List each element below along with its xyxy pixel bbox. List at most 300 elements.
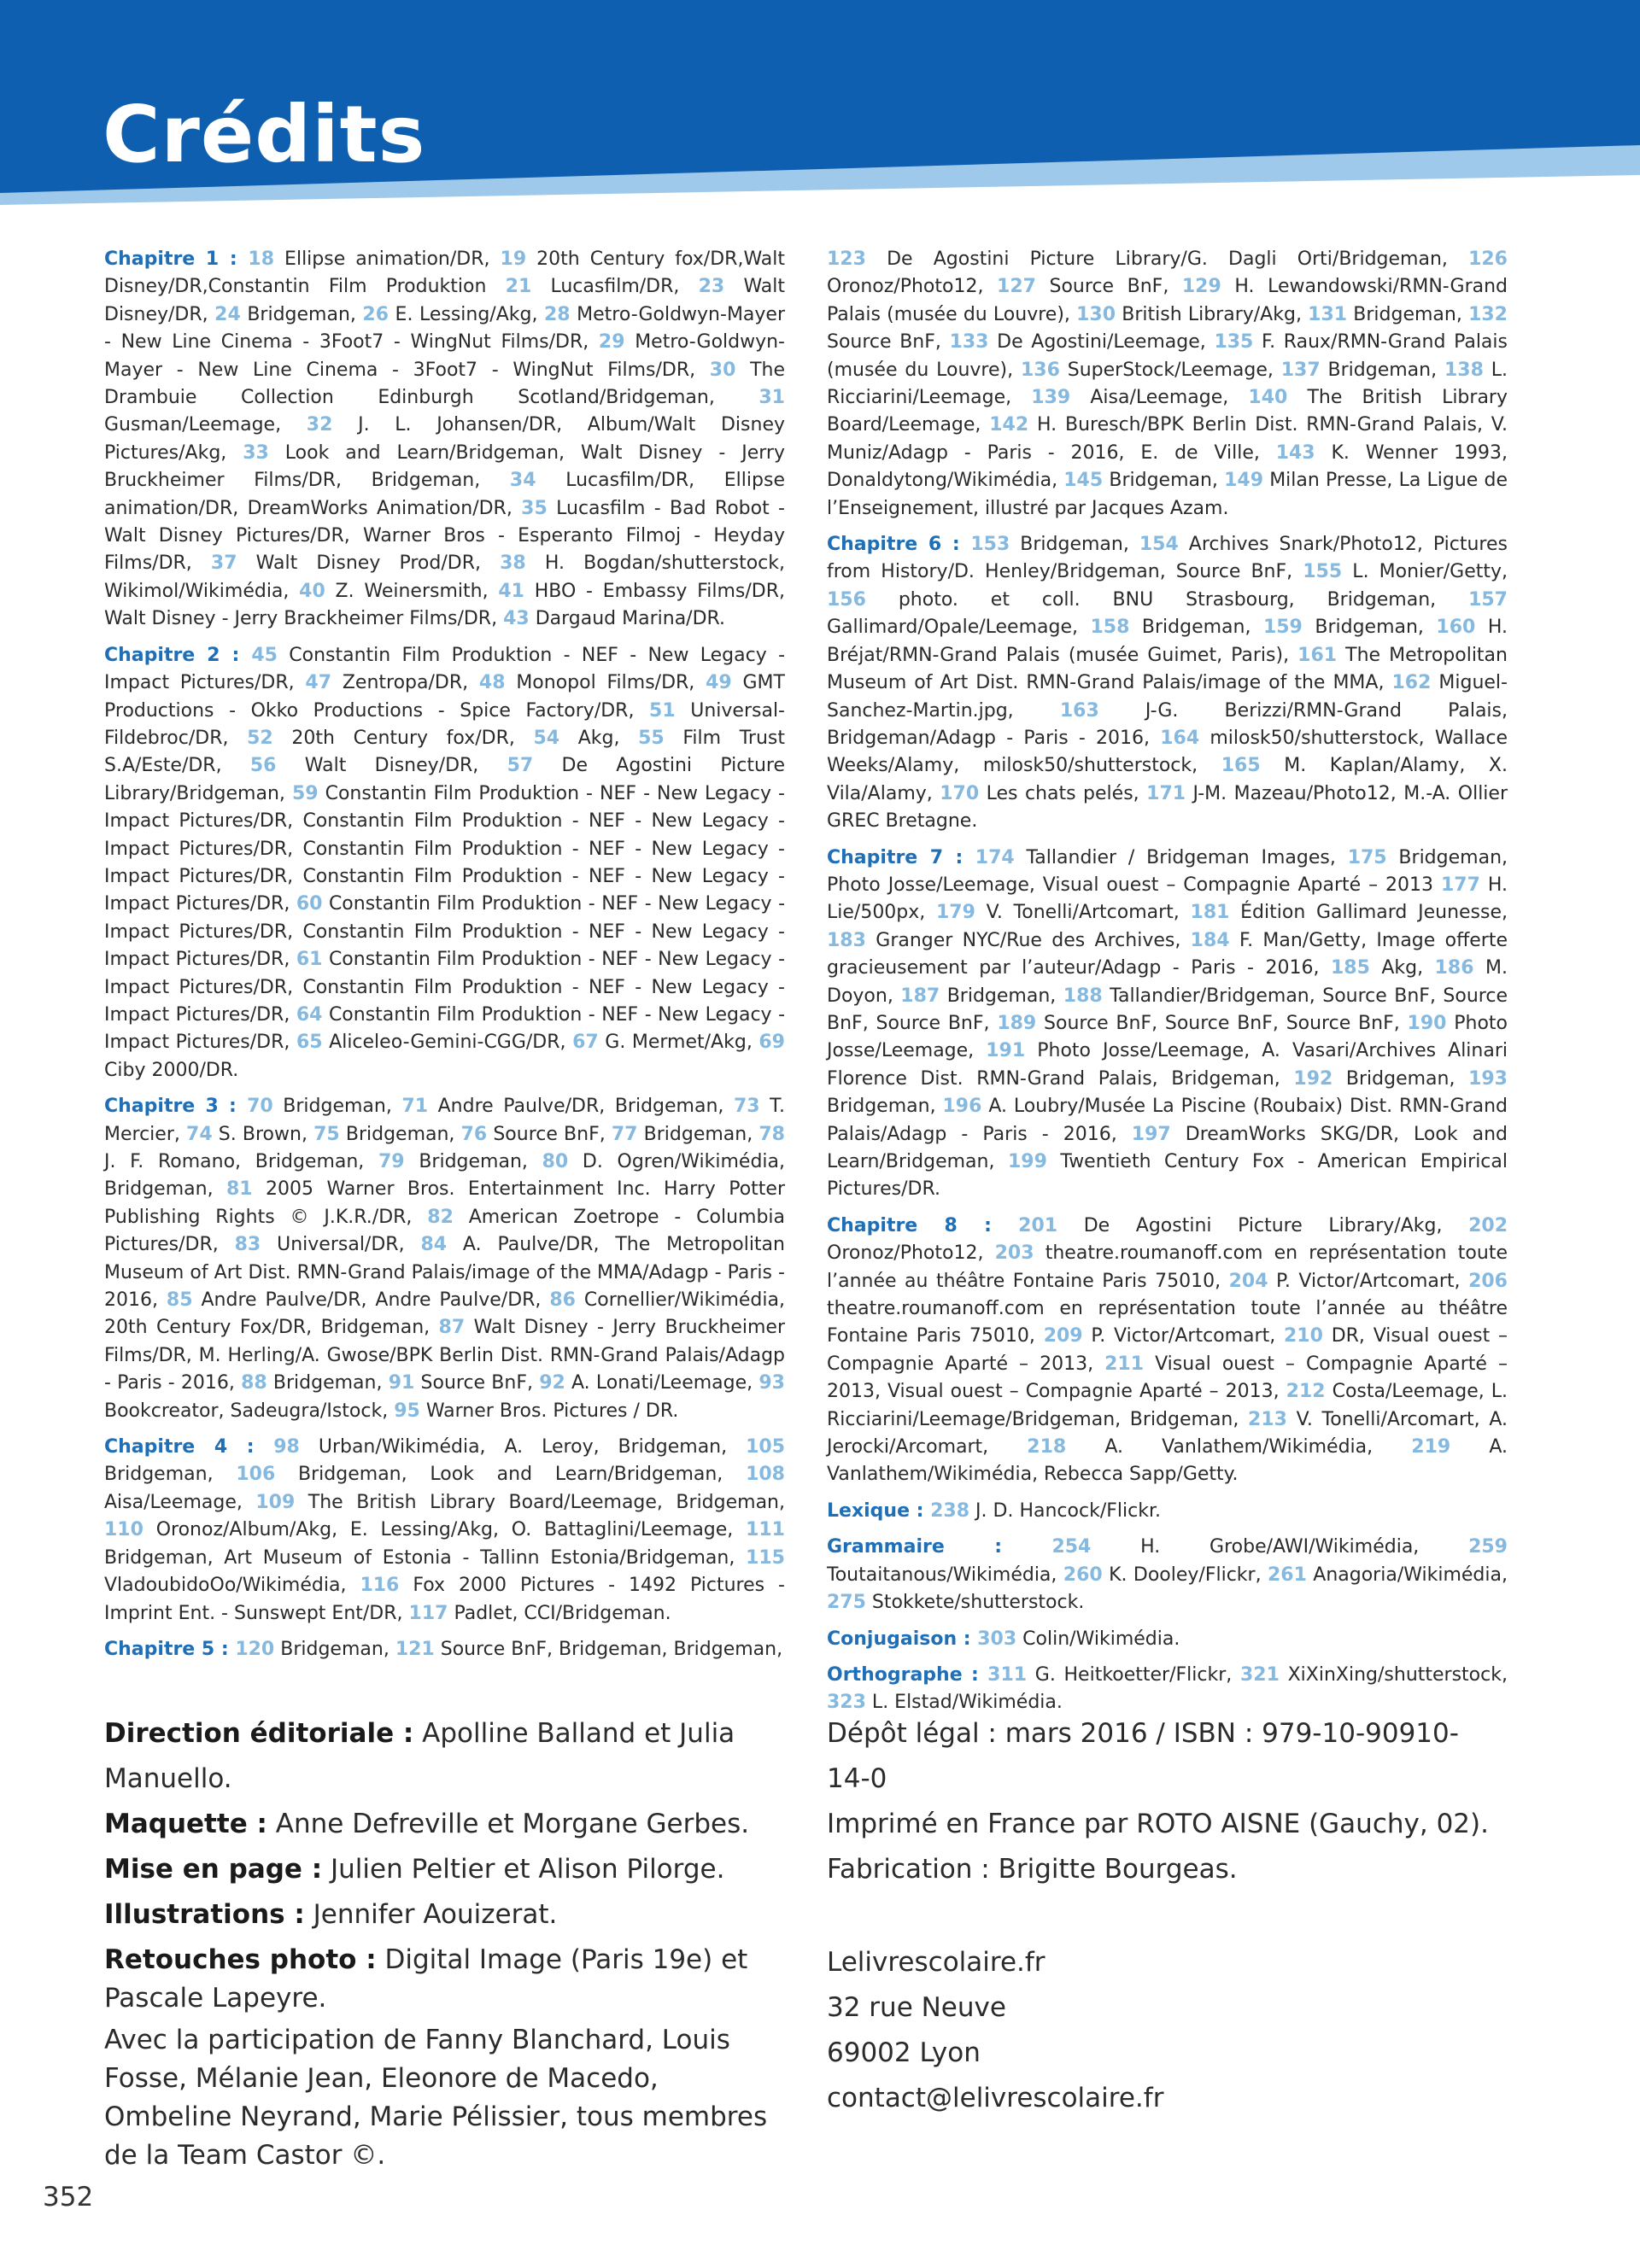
page-ref-number: 135 xyxy=(1214,331,1254,354)
page-ref-number: 67 xyxy=(572,1032,599,1054)
credit-text: Walt Disney Prod/DR, xyxy=(237,552,501,575)
credit-text: Bookcreator, Sadeugra/Istock, xyxy=(104,1400,395,1422)
page-ref-number: 30 xyxy=(709,359,736,381)
credit-text: Bridgeman, xyxy=(339,1123,461,1145)
page-ref-number: 155 xyxy=(1303,561,1343,583)
credit-text: Milan Presse, La Ligue de l’Enseignement, illustré par Jacques Azam. xyxy=(827,470,1508,519)
page-ref-number: 196 xyxy=(942,1096,982,1118)
credit-text: Édition Gallimard Jeunesse, xyxy=(1229,902,1508,924)
credit-text: The British Library Board/Leemage, Bridgeman, xyxy=(295,1491,785,1513)
page-ref-number: 259 xyxy=(1468,1536,1508,1558)
fabrication-line: Fabrication : Brigitte Bourgeas. xyxy=(827,1854,1238,1885)
credit-text: Bridgeman, xyxy=(1320,359,1444,381)
credit-text: Bridgeman, xyxy=(1103,470,1225,492)
page-ref-number: 57 xyxy=(507,755,534,777)
page-ref-number: 323 xyxy=(827,1692,866,1714)
city-address: 69002 Lyon xyxy=(827,2037,981,2068)
credit-text: 2005 Warner Bros. Entertainment Inc. Harry Potter Publishing Rights © J.K.R./DR, xyxy=(104,1178,785,1228)
credit-paragraph xyxy=(827,1213,1508,1489)
chapter-label: Chapitre 5 : xyxy=(104,1638,236,1660)
page-ref-number: 79 xyxy=(378,1151,405,1172)
page-ref-number: 55 xyxy=(638,727,665,749)
page-ref-number: 121 xyxy=(395,1638,435,1660)
page-ref-number: 29 xyxy=(598,331,625,354)
page-ref-number: 106 xyxy=(236,1464,276,1486)
page-ref-number: 91 xyxy=(388,1372,415,1394)
page-ref-number: 85 xyxy=(166,1289,193,1312)
page-ref-number: 311 xyxy=(987,1663,1028,1686)
credit-text: American Zoetrope - Columbia Pictures/DR, xyxy=(104,1206,785,1256)
credit-text: K. Dooley/Flickr, xyxy=(1102,1564,1268,1586)
credit-text: Twentieth Century Fox - American Empirical Pictures/DR. xyxy=(827,1151,1508,1201)
page-ref-number: 131 xyxy=(1308,303,1348,325)
page-ref-number: 92 xyxy=(539,1372,565,1394)
page-ref-number: 117 xyxy=(408,1602,448,1624)
credit-text: theatre.roumanoff.com en représentation toute l’année au théâtre Fontaine Paris 75010, xyxy=(827,1242,1508,1292)
credit-text: The Drambuie Collection Edinburgh Scotland/Bridgeman, xyxy=(104,359,785,409)
credit-text: H. Bogdan/shutterstock, Wikimol/Wikimédia, xyxy=(104,552,785,602)
credit-text: Source BnF, xyxy=(1035,276,1182,298)
credit-text: Source BnF, Bridgeman, Bridgeman, xyxy=(434,1638,783,1660)
page-ref-number: 28 xyxy=(544,303,571,325)
credit-text: Bridgeman, xyxy=(1302,617,1437,639)
page-ref-number: 77 xyxy=(611,1123,638,1145)
credit-text: H. Grobe/AWI/Wikimédia, xyxy=(1091,1536,1469,1558)
page-ref-number: 126 xyxy=(1468,248,1508,270)
page-ref-number: 31 xyxy=(758,387,785,409)
staff-block xyxy=(104,1711,779,2178)
credit-text: Urban/Wikimédia, A. Leroy, Bridgeman, xyxy=(299,1436,747,1458)
credit-text: J. F. Romano, Bridgeman, xyxy=(104,1151,378,1172)
credit-text: Archives Snark/Photo12, Pictures from History/D. Henley/Bridgeman, Source BnF, xyxy=(827,534,1508,583)
credit-text: Bridgeman, xyxy=(240,303,363,325)
credit-text: Walt Disney - Jerry Bruckheimer Films/DR, M. Herling/A. Gwose/BPK Berlin Dist. RMN-Grand Palais/Adagp - Paris - 2016, xyxy=(104,1317,785,1394)
credit-text: Constantin Film Produktion - NEF - New Legacy - Impact Pictures/DR, Constantin Film Produktion - NEF - New Legacy - Impact Pictures/DR, Constantin Film Produktion - NEF - New Legacy - Impact Pictures/DR, Constantin Film Produktion - NEF - New Legacy - Impact Pictures/DR, xyxy=(104,782,785,915)
credit-text: H. Buresch/BPK Berlin Dist. RMN-Grand Palais, V. Muniz/Adagp - Paris - 2016, E. de Ville, xyxy=(827,414,1508,464)
page-ref-number: 186 xyxy=(1434,957,1474,979)
page-ref-number: 93 xyxy=(758,1372,785,1394)
depot-legal: Dépôt légal : mars 2016 / ISBN : 979-10-90910-14-0 xyxy=(827,1718,1459,1794)
credit-text: De Agostini/Leemage, xyxy=(988,331,1215,354)
page-ref-number: 199 xyxy=(1007,1151,1047,1172)
page-ref-number: 43 xyxy=(503,608,530,630)
page-ref-number: 238 xyxy=(930,1499,970,1522)
page-ref-number: 191 xyxy=(986,1040,1026,1062)
credit-text: Bridgeman, xyxy=(1347,303,1469,325)
page-ref-number: 21 xyxy=(505,276,532,298)
chapter-label: Orthographe : xyxy=(827,1663,988,1686)
page-ref-number: 98 xyxy=(273,1436,300,1458)
credit-text: Akg, xyxy=(1369,957,1435,979)
credit-text: L. Monier/Getty, xyxy=(1342,561,1508,583)
credit-text: Aisa/Leemage, xyxy=(104,1491,256,1513)
credit-text: DreamWorks SKG/DR, Look and Learn/Bridgeman, xyxy=(827,1123,1508,1172)
page-ref-number: 174 xyxy=(975,846,1015,868)
credit-text: The Metropolitan Museum of Art Dist. RMN-Grand Palais/image of the MMA, xyxy=(827,644,1508,694)
credit-text: Warner Bros. Pictures / DR. xyxy=(419,1400,679,1422)
mise-en-page-label: Mise en page : xyxy=(104,1854,323,1885)
credit-text: Bridgeman, Photo Josse/Leemage, Visual ouest – Compagnie Aparté – 2013 xyxy=(827,846,1508,896)
maquette-label: Maquette : xyxy=(104,1809,267,1839)
credit-text: H. Lewandowski/RMN-Grand Palais (musée du Louvre), xyxy=(827,276,1508,325)
credit-text: Miguel-Sanchez-Martin.jpg, xyxy=(827,672,1508,722)
page-ref-number: 203 xyxy=(994,1242,1034,1265)
page-ref-number: 140 xyxy=(1248,387,1288,409)
page-ref-number: 132 xyxy=(1468,303,1508,325)
page-ref-number: 33 xyxy=(243,441,269,464)
page-ref-number: 254 xyxy=(1051,1536,1092,1558)
chapter-label: Chapitre 3 : xyxy=(104,1096,248,1118)
credit-text: F. Man/Getty, Image offerte gracieusement par l’auteur/Adagp - Paris - 2016, xyxy=(827,929,1508,979)
credit-text: Bridgeman, Look and Learn/Bridgeman, xyxy=(275,1464,747,1486)
credit-text: Aliceleo-Gemini-CGG/DR, xyxy=(322,1032,573,1054)
credit-text: Andre Paulve/DR, Bridgeman, xyxy=(428,1096,734,1118)
credit-text: F. Raux/RMN-Grand Palais (musée du Louvre), xyxy=(827,331,1508,381)
website-link[interactable]: Lelivrescolaire.fr xyxy=(827,1947,1046,1978)
direction-value: Apolline Balland et Julia Manuello. xyxy=(104,1718,735,1794)
credit-text: J-M. Mazeau/Photo12, M.-A. Ollier GREC Bretagne. xyxy=(827,782,1508,833)
street-address: 32 rue Neuve xyxy=(827,1992,1006,2023)
credit-text: De Agostini Picture Library/Akg, xyxy=(1057,1214,1469,1236)
chapter-label: Conjugaison : xyxy=(827,1628,978,1650)
page-ref-number: 164 xyxy=(1160,727,1200,749)
credit-text: Walt Disney/DR, xyxy=(276,755,507,777)
credit-text: Padlet, CCI/Bridgeman. xyxy=(448,1602,671,1624)
credit-text: K. Wenner 1993, Donaldytong/Wikimédia, xyxy=(827,441,1508,492)
credit-text: Granger NYC/Rue des Archives, xyxy=(865,929,1191,951)
legal-block xyxy=(827,1711,1502,2121)
page-ref-number: 105 xyxy=(746,1436,786,1458)
page-ref-number: 187 xyxy=(900,985,940,1007)
credit-text: Look and Learn/Bridgeman, Walt Disney - Jerry Bruckheimer Films/DR, Bridgeman, xyxy=(104,441,785,492)
page-ref-number: 218 xyxy=(1027,1436,1067,1458)
credit-text: The British Library Board/Leemage, xyxy=(827,387,1508,436)
credit-text: V. Tonelli/Arcomart, A. Jerocki/Arcomart, xyxy=(827,1408,1508,1458)
credit-text: Z. Weinersmith, xyxy=(325,580,499,602)
credit-text: SuperStock/Leemage, xyxy=(1059,359,1281,381)
credit-paragraph xyxy=(104,246,785,634)
credit-text: Dargaud Marina/DR. xyxy=(529,608,726,630)
credit-text: Costa/Leemage, L. Ricciarini/Leemage/Bridgeman, Bridgeman, xyxy=(827,1381,1508,1430)
credit-text: J-G. Berizzi/RMN-Grand Palais, Bridgeman/Adagp - Paris - 2016, xyxy=(827,699,1508,749)
page-ref-number: 123 xyxy=(827,248,866,270)
credit-text: British Library/Akg, xyxy=(1116,303,1309,325)
page-ref-number: 81 xyxy=(226,1178,253,1201)
credit-text: Anagoria/Wikimédia, xyxy=(1306,1564,1508,1586)
maquette-line xyxy=(104,1802,779,1847)
credit-text: GMT Productions - Okko Productions - Spice Factory/DR, xyxy=(104,672,785,722)
chapter-label: Chapitre 6 : xyxy=(827,534,971,556)
page-ref-number: 212 xyxy=(1286,1381,1326,1403)
credit-text: P. Victor/Artcomart, xyxy=(1082,1325,1284,1347)
credit-text: H. Bréjat/RMN-Grand Palais (musée Guimet, Paris), xyxy=(827,617,1508,666)
credit-text: Colin/Wikimédia. xyxy=(1016,1628,1180,1650)
page-ref-number: 136 xyxy=(1020,359,1060,381)
page-ref-number: 41 xyxy=(498,580,524,602)
mise-en-page-line xyxy=(104,1847,779,1892)
credit-text: L. Elstad/Wikimédia. xyxy=(865,1692,1063,1714)
credit-paragraph xyxy=(104,1093,785,1425)
page-ref-number: 202 xyxy=(1468,1214,1508,1236)
page-ref-number: 175 xyxy=(1347,846,1387,868)
page-ref-number: 197 xyxy=(1131,1123,1171,1145)
credit-text: Bridgeman, xyxy=(1010,534,1139,556)
page-ref-number: 171 xyxy=(1146,782,1186,804)
credit-text: milosk50/shutterstock, Wallace Weeks/Alamy, milosk50/shutterstock, xyxy=(827,727,1508,777)
credit-text: Metro-Goldwyn-Mayer - New Line Cinema - 3Foot7 - WingNut Films/DR, xyxy=(104,303,786,354)
credit-text: Source BnF, Source BnF, Source BnF, xyxy=(1036,1012,1408,1034)
credit-text: A. Paulve/DR, The Metropolitan Museum of Art Dist. RMN-Grand Palais/image of the MMA/Adagp - Paris - 2016, xyxy=(104,1234,785,1312)
retouches-value: Digital Image (Paris 19e) et Pascale Lapeyre. xyxy=(104,1944,748,2014)
credit-paragraph xyxy=(827,1626,1508,1653)
page-ref-number: 95 xyxy=(394,1400,420,1422)
page-ref-number: 188 xyxy=(1063,985,1103,1007)
page-ref-number: 24 xyxy=(214,303,241,325)
credit-text: Bridgeman, xyxy=(827,1096,943,1118)
credit-text: photo. et coll. BNU Strasbourg, Bridgeman, xyxy=(865,588,1469,611)
credit-text: Bridgeman, xyxy=(1332,1067,1469,1090)
page-ref-number: 87 xyxy=(438,1317,466,1339)
page-ref-number: 183 xyxy=(827,929,866,951)
page-title: Crédits xyxy=(102,89,426,180)
page-ref-number: 88 xyxy=(241,1372,267,1394)
credit-text: VladoubidoOo/Wikimédia, xyxy=(104,1575,360,1597)
page-ref-number: 154 xyxy=(1139,534,1179,556)
credit-text: Universal/DR, xyxy=(261,1234,421,1256)
spacer xyxy=(827,1892,1502,1940)
illustrations-line xyxy=(104,1892,779,1938)
credit-text: Stokkete/shutterstock. xyxy=(865,1592,1085,1614)
credit-text: Lucasfilm/DR, Ellipse animation/DR, DreamWorks Animation/DR, xyxy=(104,470,785,519)
page-ref-number: 130 xyxy=(1076,303,1116,325)
page-ref-number: 303 xyxy=(977,1628,1017,1650)
credit-text: Metro-Goldwyn-Mayer - New Line Cinema - 3Foot7 - WingNut Films/DR, xyxy=(104,331,785,381)
chapter-label: Lexique : xyxy=(827,1499,931,1522)
chapter-label: Grammaire : xyxy=(827,1536,1052,1558)
credit-text: S. Brown, xyxy=(212,1123,314,1145)
credit-text: Photo Josse/Leemage, A. Vasari/Archives Alinari Florence Dist. RMN-Grand Palais, Bridgeman, xyxy=(827,1040,1508,1090)
credit-text: M. Doyon, xyxy=(827,957,1508,1007)
page-ref-number: 181 xyxy=(1190,902,1230,924)
email-link[interactable]: contact@lelivrescolaire.fr xyxy=(827,2083,1164,2113)
credit-text: M. Kaplan/Alamy, X. Vila/Alamy, xyxy=(827,755,1508,804)
credits-right-column xyxy=(827,246,1508,1726)
page-ref-number: 83 xyxy=(234,1234,261,1256)
credit-text: Walt Disney/DR, xyxy=(104,276,786,325)
credit-text: Aisa/Leemage, xyxy=(1070,387,1249,409)
retouches-label: Retouches photo : xyxy=(104,1944,377,1975)
page-ref-number: 70 xyxy=(247,1096,273,1118)
credit-text: J. D. Hancock/Flickr. xyxy=(969,1499,1161,1522)
page-ref-number: 321 xyxy=(1239,1663,1280,1686)
page-ref-number: 161 xyxy=(1297,644,1338,666)
chapter-label: Chapitre 2 : xyxy=(104,644,252,666)
credit-text: De Agostini Picture Library/Bridgeman, xyxy=(104,755,785,804)
page-ref-number: 86 xyxy=(549,1289,576,1312)
page-ref-number: 204 xyxy=(1228,1270,1268,1292)
chapter-label: Chapitre 7 : xyxy=(827,846,975,868)
page-ref-number: 111 xyxy=(746,1519,785,1541)
page-ref-number: 52 xyxy=(247,727,273,749)
credit-text: Bridgeman, xyxy=(404,1151,542,1172)
credit-text: 20th Century fox/DR, xyxy=(272,727,534,749)
page-ref-number: 26 xyxy=(362,303,390,325)
credit-text: De Agostini Picture Library/G. Dagli Orti/Bridgeman, xyxy=(865,248,1469,270)
credit-paragraph xyxy=(104,642,785,1085)
credit-text: Constantin Film Produktion - NEF - New Legacy - Impact Pictures/DR, xyxy=(104,1003,786,1054)
credit-text: Bridgeman, xyxy=(637,1123,759,1145)
credit-paragraph xyxy=(827,845,1508,1204)
page-ref-number: 159 xyxy=(1262,617,1303,639)
credit-text: 20th Century fox/DR,Walt Disney/DR,Constantin Film Produktion xyxy=(104,248,786,298)
page-ref-number: 73 xyxy=(733,1096,760,1118)
page-ref-number: 143 xyxy=(1275,441,1315,464)
credit-text: Constantin Film Produktion - NEF - New Legacy - Impact Pictures/DR, xyxy=(104,644,786,694)
page-ref-number: 162 xyxy=(1391,672,1432,694)
chapter-label: Chapitre 1 : xyxy=(104,248,249,270)
credit-text: Oronoz/Photo12, xyxy=(827,1242,995,1265)
credit-text: Akg, xyxy=(559,727,639,749)
page-ref-number: 156 xyxy=(827,588,866,611)
credit-text: Andre Paulve/DR, Andre Paulve/DR, xyxy=(192,1289,550,1312)
chapter-label: Chapitre 4 : xyxy=(104,1436,274,1458)
credit-paragraph xyxy=(827,531,1508,835)
page-ref-number: 193 xyxy=(1468,1067,1508,1090)
page-ref-number: 137 xyxy=(1280,359,1321,381)
credit-text: D. Ogren/Wikimédia, Bridgeman, xyxy=(104,1151,786,1201)
retouches-line xyxy=(104,1941,779,2018)
credit-text: Cornellier/Wikimédia, 20th Century Fox/DR, Bridgeman, xyxy=(104,1289,785,1339)
credit-text: Monopol Films/DR, xyxy=(505,672,706,694)
credit-text: V. Tonelli/Artcomart, xyxy=(975,902,1191,924)
credit-text: XiXinXing/shutterstock, xyxy=(1279,1663,1508,1686)
page-number: 352 xyxy=(43,2182,94,2212)
credit-text: Fox 2000 Pictures - 1492 Pictures - Imprint Ent. - Sunswept Ent/DR, xyxy=(104,1575,785,1624)
credit-paragraph xyxy=(827,1498,1508,1525)
page-ref-number: 219 xyxy=(1411,1436,1451,1458)
page-ref-number: 18 xyxy=(248,248,275,270)
page-ref-number: 184 xyxy=(1190,929,1230,951)
page-ref-number: 61 xyxy=(296,949,323,971)
page-ref-number: 60 xyxy=(296,893,323,915)
credit-text: theatre.roumanoff.com en représentation toute l’année au théâtre Fontaine Paris 75010, xyxy=(827,1298,1508,1347)
page-ref-number: 157 xyxy=(1468,588,1508,611)
page-ref-number: 69 xyxy=(758,1032,785,1054)
credit-text: Oronoz/Photo12, xyxy=(827,276,998,298)
page-ref-number: 211 xyxy=(1104,1353,1145,1375)
credit-text: HBO - Embassy Films/DR, Walt Disney - Jerry Brackheimer Films/DR, xyxy=(104,580,785,630)
credit-text: Visual ouest – Compagnie Aparté – 2013, Visual ouest – Compagnie Aparté – 2013, xyxy=(827,1353,1508,1403)
credit-text: Bridgeman, xyxy=(274,1638,395,1660)
page-ref-number: 170 xyxy=(940,782,980,804)
credit-text: Bridgeman, xyxy=(1129,617,1263,639)
page-ref-number: 37 xyxy=(210,552,237,575)
credit-text: Lucasfilm/DR, xyxy=(531,276,699,298)
credit-text: A. Loubry/Musée La Piscine (Roubaix) Dist. RMN-Grand Palais/Adagp - Paris - 2016, xyxy=(827,1096,1508,1145)
credit-text: Constantin Film Produktion - NEF - New Legacy - Impact Pictures/DR, Constantin Film Produktion - NEF - New Legacy - Impact Pictures/DR, xyxy=(104,893,786,971)
credit-text: Toutaitanous/Wikimédia, xyxy=(827,1564,1063,1586)
credit-text: Oronoz/Album/Akg, E. Lessing/Akg, O. Battaglini/Leemage, xyxy=(143,1519,747,1541)
credit-text: P. Victor/Artcomart, xyxy=(1268,1270,1469,1292)
page-ref-number: 45 xyxy=(251,644,278,666)
credit-text: Universal-Fildebroc/DR, xyxy=(104,699,785,749)
participation-text: Avec la participation de Fanny Blanchard, Louis Fosse, Mélanie Jean, Eleonore de Macedo, Ombeline Neyrand, Marie Pélissier, tous membres de la Team Castor ©. xyxy=(104,2025,768,2171)
page-ref-number: 206 xyxy=(1468,1270,1508,1292)
page-ref-number: 163 xyxy=(1059,699,1099,722)
credit-text: Ellipse animation/DR, xyxy=(274,248,501,270)
page-ref-number: 48 xyxy=(478,672,506,694)
credit-paragraph xyxy=(827,1534,1508,1616)
credit-text: Constantin Film Produktion - NEF - New Legacy - Impact Pictures/DR, Constantin Film Produktion - NEF - New Legacy - Impact Pictures/DR, xyxy=(104,949,786,1026)
page-ref-number: 213 xyxy=(1248,1408,1287,1430)
page-ref-number: 65 xyxy=(296,1032,323,1054)
page-ref-number: 120 xyxy=(235,1638,275,1660)
credit-text: Film Trust S.A/Este/DR, xyxy=(104,727,785,777)
credit-text: Bridgeman, xyxy=(266,1372,389,1394)
page-ref-number: 153 xyxy=(970,534,1010,556)
page-ref-number: 210 xyxy=(1283,1325,1323,1347)
credits-left-column xyxy=(104,246,785,1672)
page-ref-number: 145 xyxy=(1063,470,1104,492)
credit-text: G. Mermet/Akg, xyxy=(598,1032,759,1054)
page-ref-number: 51 xyxy=(649,699,676,722)
page-ref-number: 80 xyxy=(542,1151,569,1172)
page-ref-number: 35 xyxy=(521,497,548,519)
page-ref-number: 19 xyxy=(500,248,527,270)
direction-label: Direction éditoriale : xyxy=(104,1718,414,1749)
page-ref-number: 74 xyxy=(186,1123,213,1145)
page-ref-number: 275 xyxy=(827,1592,866,1614)
page-ref-number: 133 xyxy=(949,331,989,354)
page-ref-number: 23 xyxy=(698,276,725,298)
credit-text: Source BnF, xyxy=(827,331,950,354)
page-ref-number: 49 xyxy=(706,672,732,694)
page-ref-number: 40 xyxy=(299,580,325,602)
page-ref-number: 177 xyxy=(1440,874,1480,896)
page-ref-number: 64 xyxy=(296,1003,323,1026)
page-ref-number: 47 xyxy=(305,672,332,694)
credit-text: Tallandier / Bridgeman Images, xyxy=(1014,846,1348,868)
illustrations-value: Jennifer Aouizerat. xyxy=(304,1899,558,1930)
page-ref-number: 75 xyxy=(313,1123,340,1145)
direction-line xyxy=(104,1711,779,1802)
imprime-line: Imprimé en France par ROTO AISNE (Gauchy, 02). xyxy=(827,1809,1489,1839)
credit-text: Source BnF, xyxy=(414,1372,540,1394)
credit-text: A. Vanlathem/Wikimédia, xyxy=(1066,1436,1412,1458)
credit-text: Source BnF, xyxy=(487,1123,612,1145)
page-ref-number: 260 xyxy=(1063,1564,1103,1586)
page-ref-number: 189 xyxy=(997,1012,1037,1034)
page-ref-number: 127 xyxy=(997,276,1036,298)
page-ref-number: 109 xyxy=(255,1491,296,1513)
credit-text: Bridgeman, xyxy=(940,985,1063,1007)
maquette-value: Anne Defreville et Morgane Gerbes. xyxy=(266,1809,750,1839)
page-ref-number: 116 xyxy=(360,1575,400,1597)
page-ref-number: 38 xyxy=(500,552,526,575)
credit-text: Les chats pelés, xyxy=(979,782,1147,804)
credit-text: Zentropa/DR, xyxy=(331,672,479,694)
page-ref-number: 54 xyxy=(533,727,560,749)
page-ref-number: 261 xyxy=(1267,1564,1307,1586)
page-ref-number: 129 xyxy=(1181,276,1221,298)
page-ref-number: 71 xyxy=(401,1096,429,1118)
credit-paragraph xyxy=(827,246,1508,523)
credit-text: Gusman/Leemage, xyxy=(104,414,307,436)
credit-text: Bridgeman, Art Museum of Estonia - Tallinn Estonia/Bridgeman, xyxy=(104,1546,747,1569)
page-ref-number: 190 xyxy=(1407,1012,1447,1034)
chapter-label: Chapitre 8 : xyxy=(827,1214,1019,1236)
page-ref-number: 76 xyxy=(460,1123,488,1145)
